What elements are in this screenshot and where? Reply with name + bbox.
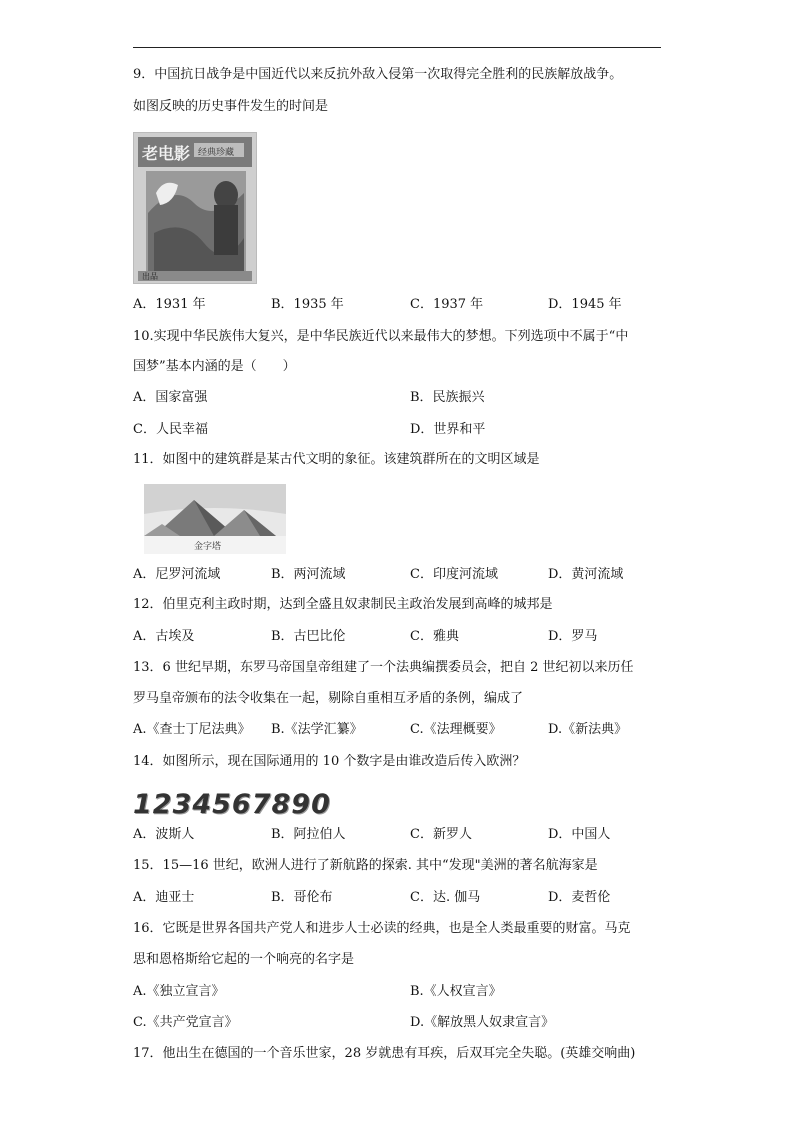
q17-stem-line1: 17．他出生在德国的一个音乐世家，28 岁就患有耳疾，后双耳完全失聪。(英雄交响曲) xyxy=(133,1046,636,1061)
q13-option-d[interactable]: D.《新法典》 xyxy=(548,722,628,737)
q11-stem-line1: 11．如图中的建筑群是某古代文明的象征。该建筑群所在的文明区域是 xyxy=(133,452,540,467)
q16-option-a[interactable]: A.《独立宣言》 xyxy=(133,984,225,999)
q12-option-d[interactable]: D．罗马 xyxy=(548,629,598,644)
q10-option-a[interactable]: A．国家富强 xyxy=(133,390,208,405)
q12-stem-line1: 12．伯里克利主政时期，达到全盛且奴隶制民主政治发展到高峰的城邦是 xyxy=(133,597,553,612)
q11-option-b[interactable]: B．两河流域 xyxy=(271,567,346,582)
q9-stem-line2: 如图反映的历史事件发生的时间是 xyxy=(133,99,329,114)
q15-option-d[interactable]: D．麦哲伦 xyxy=(548,890,611,905)
q11-option-a[interactable]: A．尼罗河流域 xyxy=(133,567,221,582)
q15-option-c[interactable]: C．达. 伽马 xyxy=(410,890,481,905)
q16-option-d[interactable]: D.《解放黑人奴隶宣言》 xyxy=(410,1015,555,1030)
q14-option-c[interactable]: C．新罗人 xyxy=(410,827,472,842)
q13-stem-line2: 罗马皇帝颁布的法令收集在一起，剔除自重相互矛盾的条例，编成了 xyxy=(133,691,524,706)
q11-option-c[interactable]: C．印度河流域 xyxy=(410,567,498,582)
q13-option-c[interactable]: C.《法理概要》 xyxy=(410,722,502,737)
q14-stem-line1: 14．如图所示，现在国际通用的 10 个数字是由谁改造后传入欧洲？ xyxy=(133,754,526,769)
q11-image-caption: 金字塔 xyxy=(194,542,222,552)
q12-option-a[interactable]: A．古埃及 xyxy=(133,629,195,644)
q12-option-b[interactable]: B．古巴比伦 xyxy=(271,629,346,644)
q16-option-b[interactable]: B.《人权宣言》 xyxy=(410,984,502,999)
q16-stem-line1: 16．它既是世界各国共产党人和进步人士必读的经典，也是全人类最重要的财富。马克 xyxy=(133,921,631,936)
q15-option-a[interactable]: A．迪亚士 xyxy=(133,890,195,905)
q14-option-d[interactable]: D．中国人 xyxy=(548,827,611,842)
q10-stem-line1: 10.实现中华民族伟大复兴，是中华民族近代以来最伟大的梦想。下列选项中不属于“中 xyxy=(133,329,629,344)
q11-pyramids-image xyxy=(144,484,286,554)
q12-option-c[interactable]: C．雅典 xyxy=(410,629,459,644)
q14-option-a[interactable]: A．波斯人 xyxy=(133,827,195,842)
q9-poster-bottom: 出品 xyxy=(142,272,158,281)
q9-option-d[interactable]: D．1945 年 xyxy=(548,297,622,312)
q15-stem-line1: 15．15—16 世纪，欧洲人进行了新航路的探索. 其中“发现"美洲的著名航海家是 xyxy=(133,858,598,873)
q9-stem-line1: 9．中国抗日战争是中国近代以来反抗外敌入侵第一次取得完全胜利的民族解放战争。 xyxy=(133,67,623,82)
q13-option-a[interactable]: A.《查士丁尼法典》 xyxy=(133,722,251,737)
q9-option-b[interactable]: B．1935 年 xyxy=(271,297,344,312)
q16-stem-line2: 思和恩格斯给它起的一个响亮的名字是 xyxy=(133,952,355,967)
q10-option-c[interactable]: C．人民幸福 xyxy=(133,422,208,437)
q9-movie-poster-image xyxy=(133,132,257,284)
q15-option-b[interactable]: B．哥伦布 xyxy=(271,890,333,905)
header-rule xyxy=(133,47,661,48)
q13-stem-line1: 13．6 世纪早期，东罗马帝国皇帝组建了一个法典编撰委员会，把自 2 世纪初以来历任 xyxy=(133,660,634,675)
q9-poster-title: 老电影 xyxy=(142,144,191,163)
q16-option-c[interactable]: C.《共产党宣言》 xyxy=(133,1015,238,1030)
q10-option-d[interactable]: D．世界和平 xyxy=(410,422,486,437)
q10-option-b[interactable]: B．民族振兴 xyxy=(410,390,485,405)
q9-option-c[interactable]: C．1937 年 xyxy=(410,297,484,312)
q9-poster-tag: 经典珍藏 xyxy=(198,148,235,158)
q14-digits-image: 1234567890 xyxy=(133,789,331,820)
q10-stem-line2: 国梦”基本内涵的是（ ） xyxy=(133,359,296,374)
q14-option-b[interactable]: B．阿拉伯人 xyxy=(271,827,346,842)
q9-option-a[interactable]: A．1931 年 xyxy=(133,297,206,312)
q13-option-b[interactable]: B.《法学汇纂》 xyxy=(271,722,363,737)
q11-option-d[interactable]: D．黄河流域 xyxy=(548,567,624,582)
